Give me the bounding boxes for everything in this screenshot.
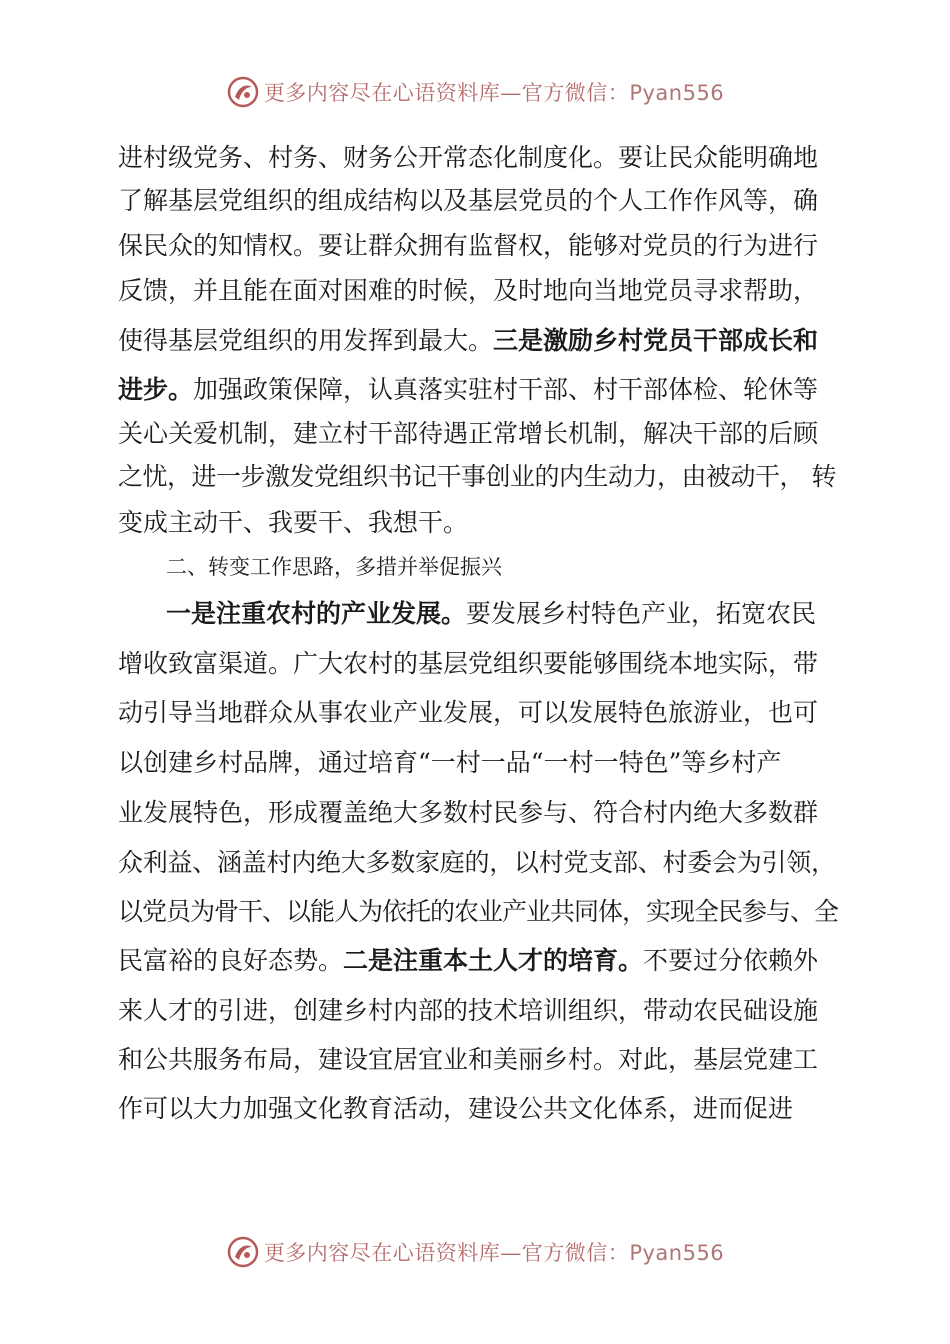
paragraph-line: 进步。加强政策保障，认真落实驻村干部、村干部体检、轮休等 (118, 375, 819, 404)
bold-heading: 一是注重农村的产业发展。 (166, 599, 467, 628)
header-banner (0, 70, 950, 114)
paragraph-line: 作可以大力加强文化教育活动，建设公共文化体系，进而促进 (118, 1094, 794, 1123)
paragraph-line: 使得基层党组织的用发挥到最大。三是激励乡村党员干部成长和 (118, 326, 819, 355)
banner-wechat-id: Pyan556 (629, 1241, 725, 1265)
paragraph-line: 以创建乡村品牌，通过培育“一村一品“一村一特色”等乡村产 (118, 748, 782, 777)
paragraph-line: 反馈，并且能在面对困难的时候，及时地向当地党员寻求帮助， (118, 276, 819, 305)
logo-icon (226, 1235, 260, 1269)
paragraph-line: 和公共服务布局，建设宜居宜业和美丽乡村。对此，基层党建工 (118, 1045, 819, 1074)
paragraph-line: 民富裕的良好态势。二是注重本土人才的培育。不要过分依赖外 (118, 946, 819, 975)
footer-banner (0, 1230, 950, 1274)
paragraph-line: 关心关爱机制，建立村干部待遇正常增长机制，解决干部的后顾 (118, 419, 819, 448)
paragraph-line: 以党员为骨干、以能人为依托的农业产业共同体，实现全民参与、全 (118, 897, 839, 926)
paragraph-line: 一是注重农村的产业发展。要发展乡村特色产业，拓宽农民 (166, 599, 817, 628)
paragraph-line: 众利益、涵盖村内绝大多数家庭的，以村党支部、村委会为引领， (118, 848, 836, 877)
paragraph-line: 增收致富渠道。广大农村的基层党组织要能够围绕本地实际，带 (118, 649, 819, 678)
bold-heading: 进步。 (118, 375, 194, 404)
banner-text: 更多内容尽在心语资料库—官方微信： (263, 1241, 630, 1265)
paragraph-line: 动引导当地群众从事农业产业发展，可以发展特色旅游业，也可 (118, 698, 819, 727)
paragraph-line: 保民众的知情权。要让群众拥有监督权，能够对党员的行为进行 (118, 231, 819, 260)
paragraph-line: 变成主动干、我要干、我想干。 (118, 508, 469, 537)
banner-wechat-id: Pyan556 (629, 81, 725, 105)
bold-heading: 二是注重本土人才的培育。 (343, 946, 644, 975)
paragraph-line: 业发展特色，形成覆盖绝大多数村民参与、符合村内绝大多数群 (118, 798, 819, 827)
section-heading: 二、转变工作思路，多措并举促振兴 (166, 555, 502, 579)
logo-icon (226, 75, 260, 109)
banner-text: 更多内容尽在心语资料库—官方微信： (263, 81, 630, 105)
paragraph-line: 之忧，进一步激发党组织书记干事创业的内生动力，由被动干， 转 (118, 462, 836, 491)
paragraph-line: 进村级党务、村务、财务公开常态化制度化。要让民众能明确地 (118, 143, 819, 172)
paragraph-line: 来人才的引进，创建乡村内部的技术培训组织，带动农民础设施 (118, 996, 819, 1025)
paragraph-line: 了解基层党组织的组成结构以及基层党员的个人工作作风等，确 (118, 186, 819, 215)
bold-heading: 三是激励乡村党员干部成长和 (493, 326, 819, 355)
